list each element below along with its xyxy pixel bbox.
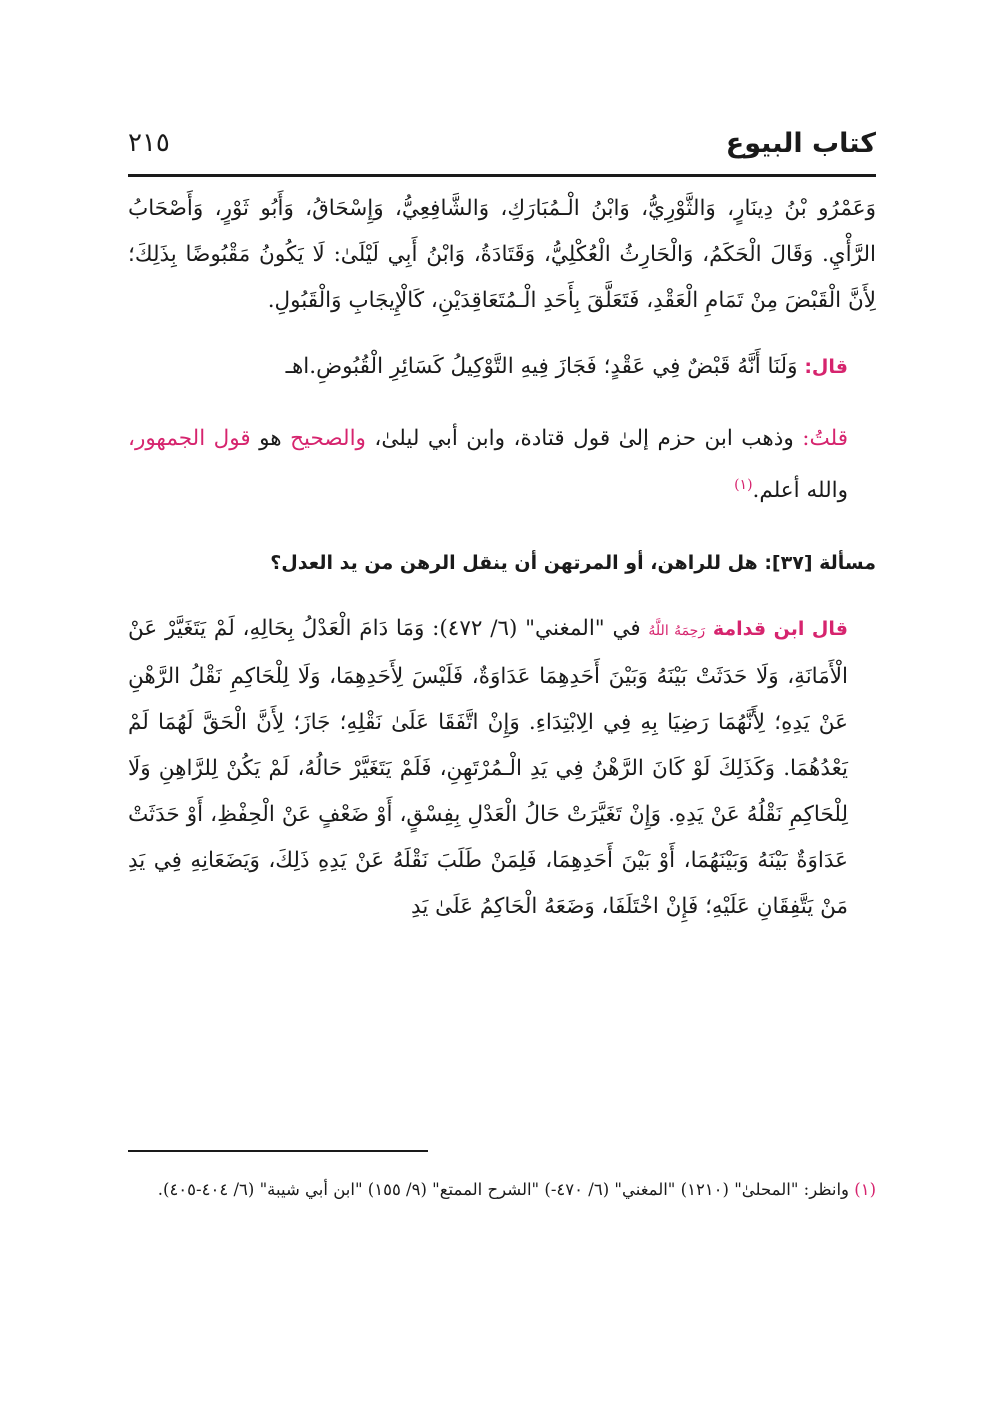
qultu-part2: هو	[259, 426, 282, 451]
paragraph-scholars	[128, 186, 876, 324]
footnote-1-text: وانظر: "المحلىٰ" (١٢١٠) "المغني" (٦/ ٤٧٠-) "الشرح الممتع" (٩/ ١٥٥) "ابن أبي شيبة" (٦/ ٤٠٤-٤٠٥).	[157, 1180, 849, 1199]
qultu-label: قلتُ:	[802, 426, 848, 451]
footnote-1-number: (١)	[854, 1180, 876, 1199]
qultu-highlight-jumhur: قول الجمهور،	[128, 426, 251, 451]
main-text	[128, 186, 876, 930]
book-title: كتاب البيوع	[725, 128, 876, 159]
paragraph-qala	[128, 344, 876, 390]
footnote-1	[128, 1174, 876, 1206]
honorific-rahimahullah: رَحِمَهُ اللَّهُ	[648, 623, 706, 640]
footnote-ref-1[interactable]: (١)	[734, 477, 753, 493]
paragraph-scholars-text: وَعَمْرُو بْنُ دِينَارٍ، وَالثَّوْرِيُّ، وَابْنُ الْـمُبَارَكِ، وَالشَّافِعِيُّ، وَإِسْحَاقُ، وَأَبُو ثَوْرٍ، وَأَصْحَابُ الرَّأْيِ. وَقَالَ الْحَكَمُ، وَالْحَارِثُ الْعُكْلِيُّ، وَقَتَادَةُ، وَابْنُ أَبِي لَيْلَىٰ: لَا يَكُونُ مَقْبُوضًا بِذَلِكَ؛ لِأَنَّ الْقَبْضَ مِنْ تَمَامِ الْعَقْدِ، فَتَعَلَّقَ بِأَحَدِ الْـمُتَعَاقِدَيْنِ، كَالْإِيجَابِ وَالْقَبُولِ.	[128, 196, 876, 313]
page-number: ٢١٥	[128, 128, 170, 158]
qala-text: وَلَنَا أَنَّهُ قَبْضٌ فِي عَقْدٍ؛ فَجَازَ فِيهِ التَّوْكِيلُ كَسَائِرِ الْقُبُوضِ.اهـ	[285, 354, 798, 379]
ibn-qudama-label: قال ابن قدامة	[712, 618, 848, 641]
footnotes	[128, 1174, 876, 1206]
page-header	[128, 128, 876, 172]
question-heading: مسألة [٣٧]: هل للراهن، أو المرتهن أن ينقل الرهن من يد العدل؟	[270, 552, 876, 575]
qultu-part1: وذهب ابن حزم إلىٰ قول قتادة، وابن أبي ليلىٰ،	[374, 426, 794, 451]
qultu-highlight-sahih: والصحيح	[290, 426, 366, 451]
footnote-divider	[128, 1150, 428, 1152]
qala-label: قال:	[804, 356, 848, 378]
ibn-qudama-text: في "المغني" (٦/ ٤٧٢): وَمَا دَامَ الْعَدْلُ بِحَالِهِ، لَمْ يَتَغَيَّرْ عَنْ الْأَمَانَةِ، وَلَا حَدَثَتْ بَيْنَهُ وَبَيْنَ أَحَدِهِمَا عَدَاوَةٌ، فَلَيْسَ لِأَحَدِهِمَا، وَلَا لِلْحَاكِمِ نَقْلُ الرَّهْنِ عَنْ يَدِهِ؛ لِأَنَّهُمَا رَضِيَا بِهِ فِي الِابْتِدَاءِ. وَإِنْ اتَّفَقَا عَلَىٰ نَقْلِهِ؛ جَازَ؛ لِأَنَّ الْحَقَّ لَهُمَا لَمْ يَعْدُهُمَا. وَكَذَلِكَ لَوْ كَانَ الرَّهْنُ فِي يَدِ الْـمُرْتَهِنِ، فَلَمْ يَتَغَيَّرْ حَالُهُ، لَمْ يَكُنْ لِلرَّاهِنِ وَلَا لِلْحَاكِمِ نَقْلُهُ عَنْ يَدِهِ. وَإِنْ تَغَيَّرَتْ حَالُ الْعَدْلِ بِفِسْقٍ، أَوْ ضَعْفٍ عَنْ الْحِفْظِ، أَوْ حَدَثَتْ عَدَاوَةٌ بَيْنَهُ وَبَيْنَهُمَا، أَوْ بَيْنَ أَحَدِهِمَا، فَلِمَنْ طَلَبَ نَقْلَهُ عَنْ يَدِهِ ذَلِكَ، وَيَضَعَانِهِ فِي يَدِ مَنْ يَتَّفِقَانِ عَلَيْهِ؛ فَإِنْ اخْتَلَفَا، وَضَعَهُ الْحَاكِمُ عَلَىٰ يَدِ	[128, 616, 848, 920]
header-divider	[128, 174, 876, 177]
paragraph-qultu	[128, 416, 876, 514]
paragraph-ibn-qudama	[128, 606, 876, 930]
qultu-part3: والله أعلم.	[752, 478, 848, 504]
